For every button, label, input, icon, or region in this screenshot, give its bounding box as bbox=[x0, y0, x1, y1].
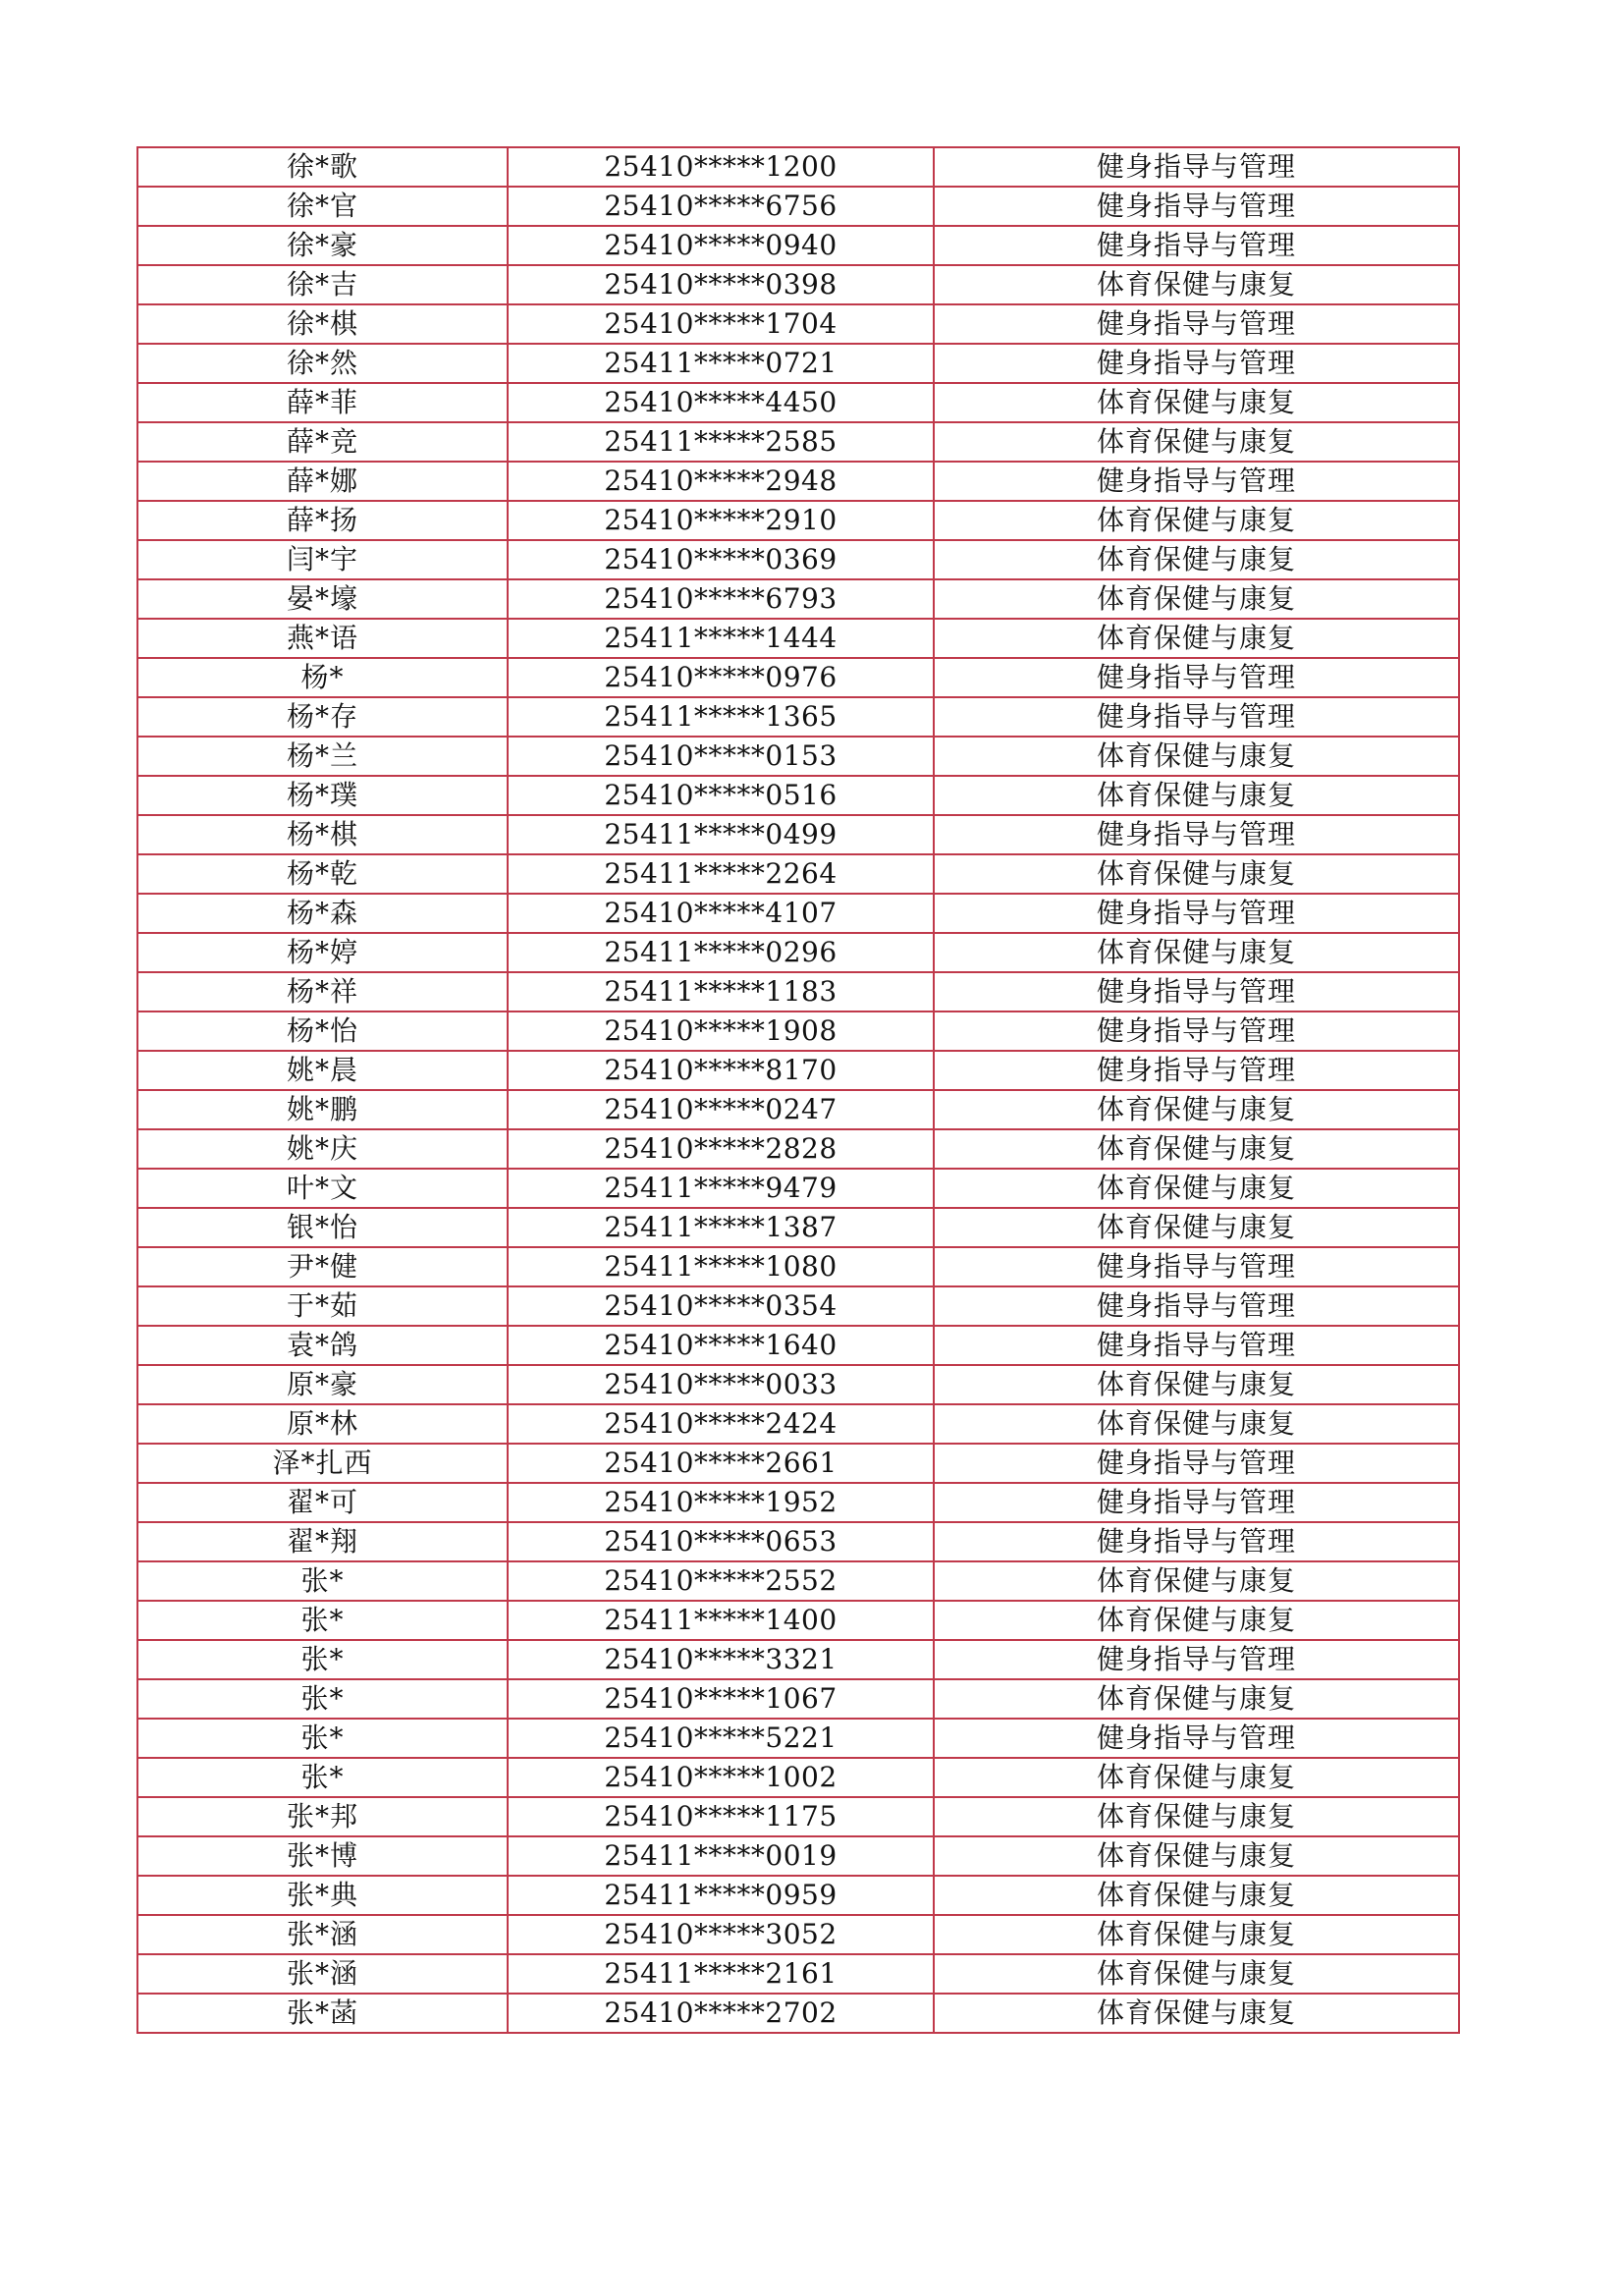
table-row bbox=[137, 1169, 1459, 1208]
student-id-cell: 25410*****1908 bbox=[508, 1011, 934, 1051]
student-name-cell: 杨*婷 bbox=[137, 933, 508, 972]
student-name-cell: 张*博 bbox=[137, 1836, 508, 1876]
student-id-cell: 25411*****9479 bbox=[508, 1169, 934, 1208]
major-cell: 体育保健与康复 bbox=[934, 1915, 1459, 1954]
student-id-cell: 25410*****1640 bbox=[508, 1326, 934, 1365]
student-id-cell: 25410*****1002 bbox=[508, 1758, 934, 1797]
table-row bbox=[137, 304, 1459, 344]
table-row bbox=[137, 658, 1459, 697]
table-row bbox=[137, 1679, 1459, 1719]
student-name-cell: 袁*鸽 bbox=[137, 1326, 508, 1365]
student-name-cell: 泽*扎西 bbox=[137, 1444, 508, 1483]
student-id-cell: 25410*****2552 bbox=[508, 1561, 934, 1601]
student-id-cell: 25410*****3321 bbox=[508, 1640, 934, 1679]
student-name-cell: 张*涵 bbox=[137, 1915, 508, 1954]
table-row bbox=[137, 265, 1459, 304]
student-id-cell: 25410*****6793 bbox=[508, 579, 934, 619]
major-cell: 体育保健与康复 bbox=[934, 1758, 1459, 1797]
table-row bbox=[137, 1915, 1459, 1954]
major-cell: 健身指导与管理 bbox=[934, 462, 1459, 501]
student-name-cell: 薛*扬 bbox=[137, 501, 508, 540]
table-row bbox=[137, 1994, 1459, 2033]
major-cell: 健身指导与管理 bbox=[934, 1011, 1459, 1051]
major-cell: 健身指导与管理 bbox=[934, 1051, 1459, 1090]
table-row bbox=[137, 1719, 1459, 1758]
major-cell: 健身指导与管理 bbox=[934, 1286, 1459, 1326]
major-cell: 体育保健与康复 bbox=[934, 1954, 1459, 1994]
student-name-cell: 杨*森 bbox=[137, 894, 508, 933]
table-row bbox=[137, 226, 1459, 265]
student-id-cell: 25410*****0516 bbox=[508, 776, 934, 815]
student-id-cell: 25410*****1175 bbox=[508, 1797, 934, 1836]
student-id-cell: 25410*****1067 bbox=[508, 1679, 934, 1719]
student-name-cell: 张* bbox=[137, 1640, 508, 1679]
student-id-cell: 25410*****0940 bbox=[508, 226, 934, 265]
major-cell: 健身指导与管理 bbox=[934, 147, 1459, 187]
student-id-cell: 25411*****1444 bbox=[508, 619, 934, 658]
student-name-cell: 张*菡 bbox=[137, 1994, 508, 2033]
major-cell: 健身指导与管理 bbox=[934, 697, 1459, 737]
student-id-cell: 25411*****2264 bbox=[508, 854, 934, 894]
student-name-cell: 张* bbox=[137, 1719, 508, 1758]
table-row bbox=[137, 1247, 1459, 1286]
student-id-cell: 25411*****1387 bbox=[508, 1208, 934, 1247]
major-cell: 体育保健与康复 bbox=[934, 1876, 1459, 1915]
student-id-cell: 25411*****0721 bbox=[508, 344, 934, 383]
table-row bbox=[137, 1561, 1459, 1601]
table-row bbox=[137, 1836, 1459, 1876]
major-cell: 健身指导与管理 bbox=[934, 1483, 1459, 1522]
major-cell: 健身指导与管理 bbox=[934, 972, 1459, 1011]
table-row bbox=[137, 501, 1459, 540]
student-id-cell: 25410*****0247 bbox=[508, 1090, 934, 1129]
table-row bbox=[137, 1758, 1459, 1797]
student-name-cell: 张* bbox=[137, 1561, 508, 1601]
major-cell: 体育保健与康复 bbox=[934, 1169, 1459, 1208]
table-row bbox=[137, 1090, 1459, 1129]
major-cell: 体育保健与康复 bbox=[934, 265, 1459, 304]
major-cell: 体育保健与康复 bbox=[934, 854, 1459, 894]
student-id-cell: 25410*****1952 bbox=[508, 1483, 934, 1522]
major-cell: 体育保健与康复 bbox=[934, 619, 1459, 658]
student-name-cell: 杨* bbox=[137, 658, 508, 697]
major-cell: 体育保健与康复 bbox=[934, 776, 1459, 815]
student-name-cell: 原*林 bbox=[137, 1404, 508, 1444]
student-id-cell: 25410*****2702 bbox=[508, 1994, 934, 2033]
student-name-cell: 杨*兰 bbox=[137, 737, 508, 776]
table-row bbox=[137, 1483, 1459, 1522]
student-name-cell: 于*茹 bbox=[137, 1286, 508, 1326]
student-id-cell: 25410*****3052 bbox=[508, 1915, 934, 1954]
student-id-cell: 25410*****1200 bbox=[508, 147, 934, 187]
student-id-cell: 25411*****0296 bbox=[508, 933, 934, 972]
student-id-cell: 25410*****0369 bbox=[508, 540, 934, 579]
student-id-cell: 25411*****1080 bbox=[508, 1247, 934, 1286]
table-row bbox=[137, 1444, 1459, 1483]
student-name-cell: 闫*宇 bbox=[137, 540, 508, 579]
student-name-cell: 徐*棋 bbox=[137, 304, 508, 344]
table-row bbox=[137, 854, 1459, 894]
major-cell: 健身指导与管理 bbox=[934, 1444, 1459, 1483]
table-row bbox=[137, 1876, 1459, 1915]
major-cell: 体育保健与康复 bbox=[934, 422, 1459, 462]
table-row bbox=[137, 1286, 1459, 1326]
table-row bbox=[137, 344, 1459, 383]
student-name-cell: 徐*歌 bbox=[137, 147, 508, 187]
table-row bbox=[137, 1404, 1459, 1444]
student-name-cell: 杨*存 bbox=[137, 697, 508, 737]
major-cell: 体育保健与康复 bbox=[934, 501, 1459, 540]
major-cell: 健身指导与管理 bbox=[934, 1640, 1459, 1679]
student-id-cell: 25410*****0033 bbox=[508, 1365, 934, 1404]
major-cell: 体育保健与康复 bbox=[934, 1129, 1459, 1169]
major-cell: 健身指导与管理 bbox=[934, 894, 1459, 933]
student-name-cell: 翟*可 bbox=[137, 1483, 508, 1522]
student-id-cell: 25410*****4450 bbox=[508, 383, 934, 422]
major-cell: 体育保健与康复 bbox=[934, 579, 1459, 619]
table-row bbox=[137, 1954, 1459, 1994]
student-name-cell: 张* bbox=[137, 1679, 508, 1719]
major-cell: 健身指导与管理 bbox=[934, 658, 1459, 697]
table-row bbox=[137, 1011, 1459, 1051]
student-name-cell: 张* bbox=[137, 1601, 508, 1640]
student-id-cell: 25410*****5221 bbox=[508, 1719, 934, 1758]
table-row bbox=[137, 540, 1459, 579]
student-id-cell: 25410*****2661 bbox=[508, 1444, 934, 1483]
major-cell: 健身指导与管理 bbox=[934, 344, 1459, 383]
major-cell: 体育保健与康复 bbox=[934, 1601, 1459, 1640]
student-id-cell: 25410*****0153 bbox=[508, 737, 934, 776]
major-cell: 体育保健与康复 bbox=[934, 1404, 1459, 1444]
table-row bbox=[137, 1522, 1459, 1561]
table-row bbox=[137, 776, 1459, 815]
student-name-cell: 姚*鹏 bbox=[137, 1090, 508, 1129]
student-id-cell: 25411*****0499 bbox=[508, 815, 934, 854]
major-cell: 健身指导与管理 bbox=[934, 304, 1459, 344]
major-cell: 体育保健与康复 bbox=[934, 383, 1459, 422]
roster-sheet bbox=[136, 146, 1458, 2034]
table-row bbox=[137, 422, 1459, 462]
student-id-cell: 25410*****2828 bbox=[508, 1129, 934, 1169]
table-row bbox=[137, 1129, 1459, 1169]
major-cell: 体育保健与康复 bbox=[934, 933, 1459, 972]
table-row bbox=[137, 1051, 1459, 1090]
major-cell: 健身指导与管理 bbox=[934, 187, 1459, 226]
major-cell: 健身指导与管理 bbox=[934, 1326, 1459, 1365]
major-cell: 体育保健与康复 bbox=[934, 1994, 1459, 2033]
major-cell: 健身指导与管理 bbox=[934, 1719, 1459, 1758]
student-name-cell: 张* bbox=[137, 1758, 508, 1797]
student-id-cell: 25410*****0354 bbox=[508, 1286, 934, 1326]
student-id-cell: 25410*****6756 bbox=[508, 187, 934, 226]
table-row bbox=[137, 1326, 1459, 1365]
major-cell: 体育保健与康复 bbox=[934, 737, 1459, 776]
student-name-cell: 徐*吉 bbox=[137, 265, 508, 304]
table-row bbox=[137, 619, 1459, 658]
student-id-cell: 25411*****1365 bbox=[508, 697, 934, 737]
major-cell: 体育保健与康复 bbox=[934, 1208, 1459, 1247]
major-cell: 体育保健与康复 bbox=[934, 540, 1459, 579]
major-cell: 健身指导与管理 bbox=[934, 815, 1459, 854]
student-name-cell: 徐*豪 bbox=[137, 226, 508, 265]
table-row bbox=[137, 579, 1459, 619]
student-id-cell: 25410*****2948 bbox=[508, 462, 934, 501]
student-name-cell: 晏*壕 bbox=[137, 579, 508, 619]
student-name-cell: 薛*竞 bbox=[137, 422, 508, 462]
table-row bbox=[137, 147, 1459, 187]
student-name-cell: 薛*菲 bbox=[137, 383, 508, 422]
student-name-cell: 徐*官 bbox=[137, 187, 508, 226]
table-row bbox=[137, 1601, 1459, 1640]
student-id-cell: 25411*****1400 bbox=[508, 1601, 934, 1640]
student-id-cell: 25411*****0959 bbox=[508, 1876, 934, 1915]
student-name-cell: 杨*祥 bbox=[137, 972, 508, 1011]
table-row bbox=[137, 1640, 1459, 1679]
student-name-cell: 原*豪 bbox=[137, 1365, 508, 1404]
table-row bbox=[137, 697, 1459, 737]
student-id-cell: 25411*****1183 bbox=[508, 972, 934, 1011]
student-name-cell: 张*涵 bbox=[137, 1954, 508, 1994]
major-cell: 体育保健与康复 bbox=[934, 1679, 1459, 1719]
student-id-cell: 25411*****2161 bbox=[508, 1954, 934, 1994]
table-row bbox=[137, 737, 1459, 776]
roster-table bbox=[136, 146, 1460, 2034]
major-cell: 体育保健与康复 bbox=[934, 1365, 1459, 1404]
student-name-cell: 杨*棋 bbox=[137, 815, 508, 854]
major-cell: 体育保健与康复 bbox=[934, 1836, 1459, 1876]
student-id-cell: 25411*****0019 bbox=[508, 1836, 934, 1876]
student-name-cell: 薛*娜 bbox=[137, 462, 508, 501]
student-name-cell: 杨*乾 bbox=[137, 854, 508, 894]
student-id-cell: 25410*****2424 bbox=[508, 1404, 934, 1444]
roster-body bbox=[137, 147, 1459, 2033]
student-name-cell: 张*邦 bbox=[137, 1797, 508, 1836]
student-name-cell: 徐*然 bbox=[137, 344, 508, 383]
student-id-cell: 25410*****0653 bbox=[508, 1522, 934, 1561]
student-name-cell: 尹*健 bbox=[137, 1247, 508, 1286]
student-name-cell: 叶*文 bbox=[137, 1169, 508, 1208]
student-name-cell: 燕*语 bbox=[137, 619, 508, 658]
major-cell: 健身指导与管理 bbox=[934, 1247, 1459, 1286]
table-row bbox=[137, 815, 1459, 854]
table-row bbox=[137, 187, 1459, 226]
student-name-cell: 姚*晨 bbox=[137, 1051, 508, 1090]
table-row bbox=[137, 462, 1459, 501]
major-cell: 体育保健与康复 bbox=[934, 1561, 1459, 1601]
student-name-cell: 翟*翔 bbox=[137, 1522, 508, 1561]
table-row bbox=[137, 1365, 1459, 1404]
table-row bbox=[137, 1797, 1459, 1836]
major-cell: 健身指导与管理 bbox=[934, 1522, 1459, 1561]
table-row bbox=[137, 383, 1459, 422]
table-row bbox=[137, 894, 1459, 933]
student-id-cell: 25410*****0398 bbox=[508, 265, 934, 304]
table-row bbox=[137, 933, 1459, 972]
student-id-cell: 25410*****1704 bbox=[508, 304, 934, 344]
student-id-cell: 25411*****2585 bbox=[508, 422, 934, 462]
student-id-cell: 25410*****8170 bbox=[508, 1051, 934, 1090]
major-cell: 健身指导与管理 bbox=[934, 226, 1459, 265]
table-row bbox=[137, 972, 1459, 1011]
student-name-cell: 杨*璞 bbox=[137, 776, 508, 815]
student-name-cell: 姚*庆 bbox=[137, 1129, 508, 1169]
table-row bbox=[137, 1208, 1459, 1247]
student-id-cell: 25410*****0976 bbox=[508, 658, 934, 697]
student-name-cell: 张*典 bbox=[137, 1876, 508, 1915]
student-id-cell: 25410*****2910 bbox=[508, 501, 934, 540]
major-cell: 体育保健与康复 bbox=[934, 1797, 1459, 1836]
student-name-cell: 杨*怡 bbox=[137, 1011, 508, 1051]
student-name-cell: 银*怡 bbox=[137, 1208, 508, 1247]
student-id-cell: 25410*****4107 bbox=[508, 894, 934, 933]
major-cell: 体育保健与康复 bbox=[934, 1090, 1459, 1129]
